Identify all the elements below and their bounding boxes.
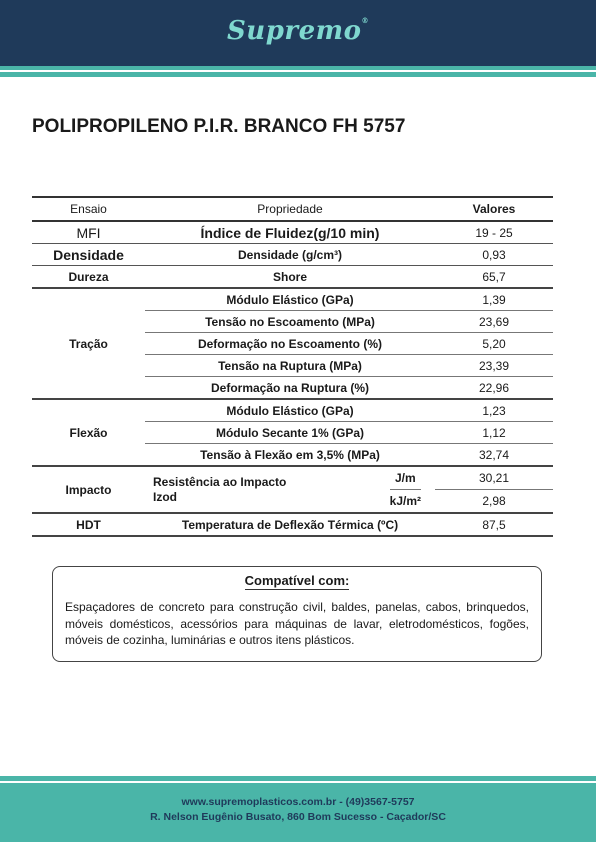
impact-value-cell xyxy=(435,466,553,513)
property-cell: Deformação na Ruptura (%) xyxy=(145,377,435,400)
value-cell: 22,96 xyxy=(435,377,553,400)
table-header-row xyxy=(32,197,553,221)
test-cell: Densidade xyxy=(32,244,145,266)
registered-mark: ® xyxy=(361,16,369,25)
value-cell: 5,20 xyxy=(435,333,553,355)
property-cell: Resistência ao Impacto Izod xyxy=(153,474,287,504)
test-cell: Flexão xyxy=(32,399,145,466)
footer-address: R. Nelson Eugênio Busato, 860 Bom Sucesso - Caçador/SC xyxy=(150,811,446,823)
test-cell: Tração xyxy=(32,288,145,399)
unit-cell: J/m xyxy=(390,467,421,490)
value-cell: 0,93 xyxy=(435,244,553,266)
product-title: POLIPROPILENO P.I.R. BRANCO FH 5757 xyxy=(32,116,406,137)
value-cell: 32,74 xyxy=(435,444,553,467)
property-cell: Tensão na Ruptura (MPa) xyxy=(145,355,435,377)
value-cell: 23,69 xyxy=(435,311,553,333)
value-cell: 23,39 xyxy=(435,355,553,377)
header-values: Valores xyxy=(435,197,553,221)
compatibility-title-text: Compatível com: xyxy=(244,573,350,588)
value-cell: 87,5 xyxy=(435,513,553,536)
property-cell: Módulo Elástico (GPa) xyxy=(145,288,435,311)
property-cell: Tensão à Flexão em 3,5% (MPa) xyxy=(145,444,435,467)
compatibility-box xyxy=(52,566,542,662)
value-cell: 1,23 xyxy=(435,399,553,422)
table-row-hardness xyxy=(32,266,553,289)
property-cell: Módulo Elástico (GPa) xyxy=(145,399,435,422)
impact-property-cell xyxy=(145,466,435,513)
value-cell: 19 - 25 xyxy=(435,221,553,244)
unit-cell: kJ/m² xyxy=(389,494,421,508)
brand-logo xyxy=(0,16,596,46)
compatibility-title xyxy=(53,573,541,588)
table-row-impact xyxy=(32,466,553,513)
table-row-hdt xyxy=(32,513,553,536)
value-cell: 65,7 xyxy=(435,266,553,289)
property-cell: Módulo Secante 1% (GPa) xyxy=(145,422,435,444)
footer-band xyxy=(0,783,596,842)
spec-table xyxy=(32,196,553,537)
impact-units xyxy=(390,467,421,512)
value-cell: 1,39 xyxy=(435,288,553,311)
header-property: Propriedade xyxy=(145,197,435,221)
property-cell: Densidade (g/cm³) xyxy=(145,244,435,266)
property-cell: Deformação no Escoamento (%) xyxy=(145,333,435,355)
header-test: Ensaio xyxy=(32,197,145,221)
property-cell: Tensão no Escoamento (MPa) xyxy=(145,311,435,333)
property-cell: Shore xyxy=(145,266,435,289)
test-cell: Dureza xyxy=(32,266,145,289)
value-cell: 30,21 xyxy=(435,467,553,490)
footer-contact: www.supremoplasticos.com.br - (49)3567-5757 xyxy=(181,796,415,808)
value-cell: 2,98 xyxy=(482,494,506,508)
brand-logo-text: Supremo xyxy=(227,16,362,46)
value-cell: 1,12 xyxy=(435,422,553,444)
property-cell: Índice de Fluidez(g/10 min) xyxy=(145,221,435,244)
test-cell: HDT xyxy=(32,513,145,536)
table-row-flexion xyxy=(32,399,553,422)
test-cell: Impacto xyxy=(32,466,145,513)
header-stripe xyxy=(0,72,596,77)
property-cell: Temperatura de Deflexão Térmica (ºC) xyxy=(145,513,435,536)
table-row-traction xyxy=(32,288,553,311)
impact-values xyxy=(435,467,553,512)
table-row-density xyxy=(32,244,553,266)
test-cell: MFI xyxy=(32,221,145,244)
table-row-mfi xyxy=(32,221,553,244)
compatibility-text: Espaçadores de concreto para construção civil, baldes, panelas, cabos, brinquedos, móveis domésticos, acessórios para máquinas de lavar, eletrodomésticos, fogões, móveis de cozinha, luminárias e outros itens plásticos. xyxy=(65,600,529,647)
